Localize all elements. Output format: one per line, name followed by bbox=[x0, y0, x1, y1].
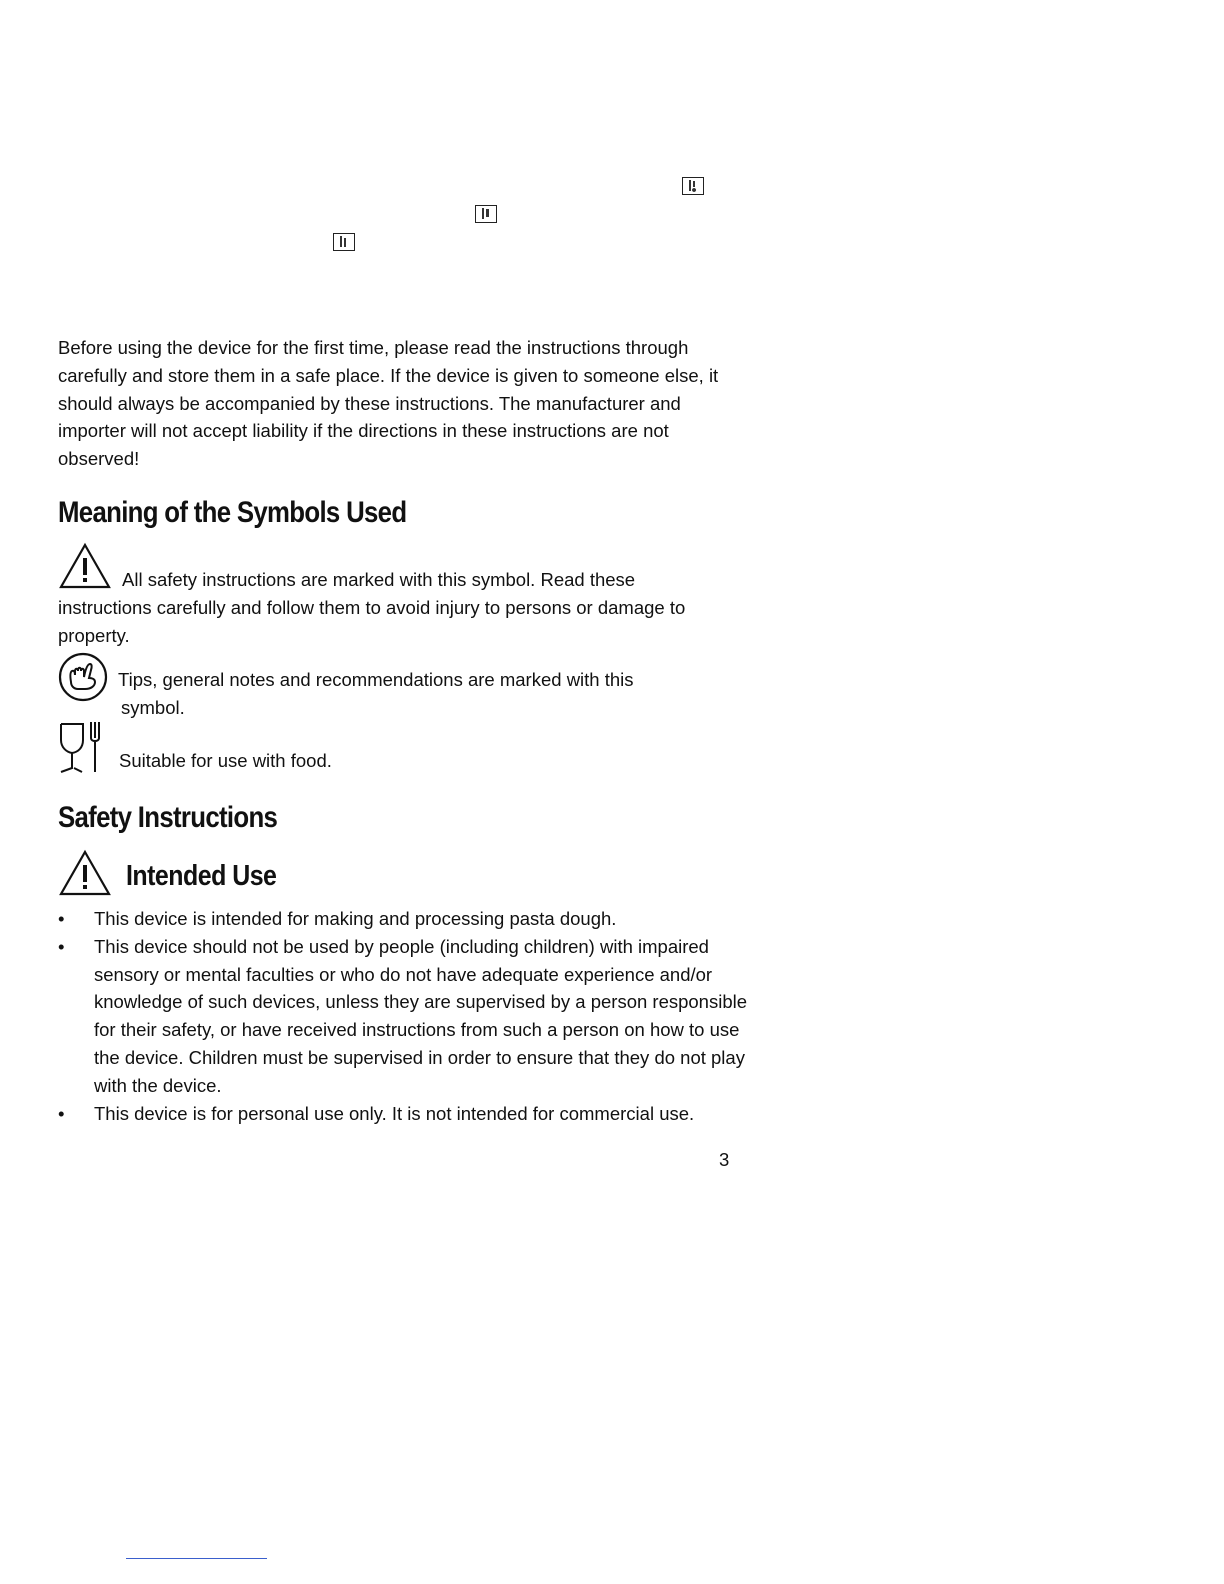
food-symbol-text: Suitable for use with food. bbox=[119, 750, 332, 771]
bullet-icon: • bbox=[58, 908, 65, 929]
intended-use-list bbox=[58, 905, 748, 1127]
small-figure-icon bbox=[475, 205, 497, 223]
small-figure-icon bbox=[333, 233, 355, 251]
small-figure-icon bbox=[682, 177, 704, 195]
section-heading-safety: Safety Instructions bbox=[58, 801, 278, 834]
warning-triangle-icon bbox=[58, 849, 112, 897]
pointing-hand-icon bbox=[58, 652, 110, 702]
tip-symbol-text: Tips, general notes and recommendations are marked with this bbox=[118, 669, 634, 690]
tip-symbol-text-continued: symbol. bbox=[121, 697, 185, 718]
section-heading-symbols: Meaning of the Symbols Used bbox=[58, 496, 407, 529]
warning-symbol-text-continued: instructions carefully and follow them to avoid injury to persons or damage to property. bbox=[58, 597, 686, 646]
list-item: • This device is intended for making and processing pasta dough. bbox=[58, 905, 748, 933]
bullet-icon: • bbox=[58, 1102, 65, 1124]
list-item: • This device should not be used by people (including children) with impaired sensory or mental faculties or who do not have adequate experience and/or knowledge of such devices, unless they are supervised by a person responsible for their safety, or have received instructions from such a person on how to use the device. Children must be supervised in order to ensure that they do not play with the device. bbox=[58, 933, 748, 1100]
page-number: 3 bbox=[719, 1149, 730, 1170]
intro-paragraph: Before using the device for the first time, please read the instructions through carefully and store them in a safe place. If the device is given to someone else, it should always be accompanied by these instructions. The manufacturer and importer will not accept liability if the directions in these instructions are not observed! bbox=[58, 337, 719, 470]
bullet-icon: • bbox=[58, 935, 65, 957]
warning-symbol-text: All safety instructions are marked with this symbol. Read these bbox=[122, 569, 636, 590]
subsection-heading-intended-use: Intended Use bbox=[126, 860, 277, 892]
list-item: • This device is for personal use only. It is not intended for commercial use. bbox=[58, 1100, 748, 1128]
footer-divider bbox=[126, 1558, 267, 1559]
glass-fork-icon bbox=[58, 720, 104, 774]
warning-triangle-icon bbox=[58, 542, 112, 590]
